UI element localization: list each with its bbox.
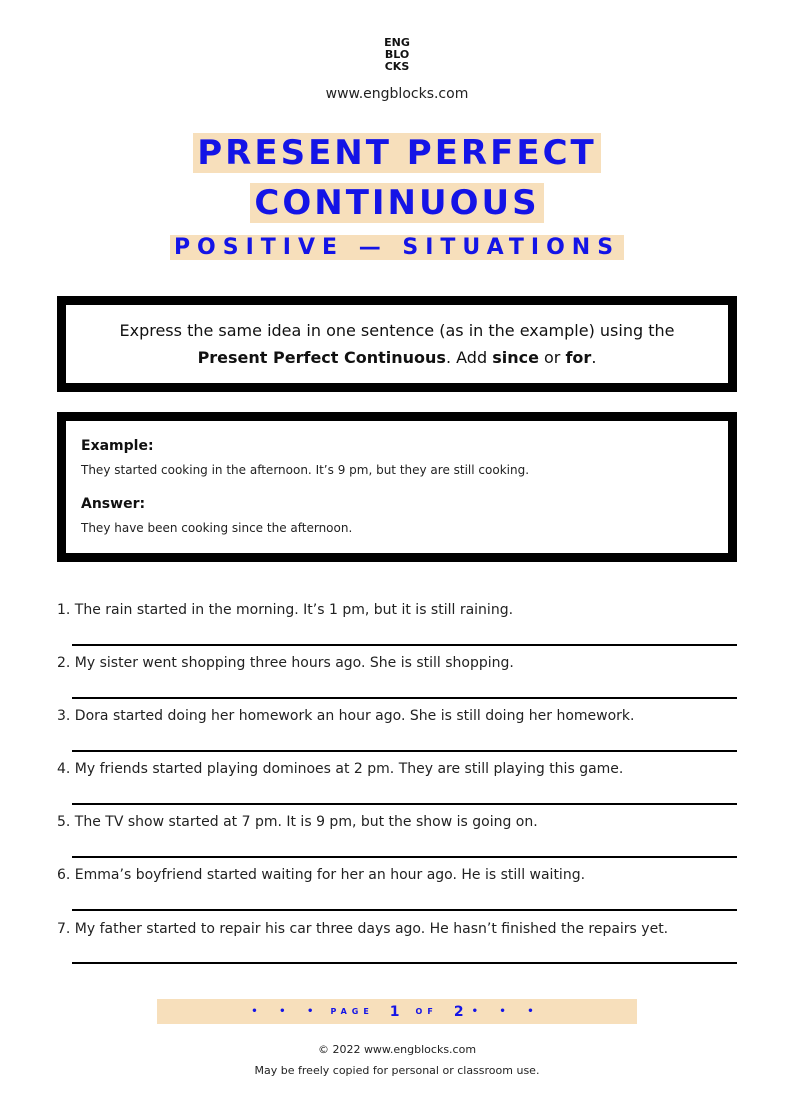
title-text-1: PRESENT PERFECT (193, 133, 600, 173)
page-indicator (157, 999, 637, 1024)
answer-line-1[interactable] (72, 644, 737, 646)
title-line-1 (0, 131, 794, 175)
question-5: 5. The TV show started at 7 pm. It is 9 pm, but the show is going on. (57, 814, 538, 830)
page-word: PAGE (330, 1007, 374, 1016)
of-word: OF (415, 1007, 438, 1016)
engblocks-logo (0, 37, 794, 73)
answer-line-3[interactable] (72, 750, 737, 752)
instructions-part-2: . Add (445, 348, 493, 367)
instructions-text (120, 317, 675, 371)
answer-text: They have been cooking since the afternoon. (81, 521, 353, 535)
answer-line-2[interactable] (72, 697, 737, 699)
subtitle (0, 233, 794, 263)
instructions-part-3: or (538, 348, 566, 367)
question-1: 1. The rain started in the morning. It’s 1 pm, but it is still raining. (57, 602, 514, 618)
question-7: 7. My father started to repair his car three days ago. He hasn’t finished the repairs yet. (57, 921, 669, 937)
instructions-bold-since: since (492, 348, 539, 367)
answer-line-4[interactable] (72, 803, 737, 805)
instructions-box (57, 296, 737, 392)
page-total: 2 (453, 1003, 464, 1020)
subtitle-text: POSITIVE — SITUATIONS (170, 235, 624, 260)
answer-line-5[interactable] (72, 856, 737, 858)
page-dots-right: • • • (471, 1006, 543, 1017)
page-dots-left: • • • (251, 1006, 323, 1017)
question-2: 2. My sister went shopping three hours ago. She is still shopping. (57, 655, 514, 671)
question-6: 6. Emma’s boyfriend started waiting for her an hour ago. He is still waiting. (57, 867, 586, 883)
title-text-2: CONTINUOUS (250, 183, 543, 223)
instructions-bold-tense: Present Perfect Continuous (197, 348, 446, 367)
answer-label: Answer: (81, 496, 146, 512)
instructions-part-4: . (591, 348, 597, 367)
copyright: © 2022 www.engblocks.com (317, 1043, 477, 1056)
question-3: 3. Dora started doing her homework an hour ago. She is still doing her homework. (57, 708, 635, 724)
logo-line-3: CKS (384, 60, 410, 73)
license-note: May be freely copied for personal or classroom use. (254, 1064, 540, 1077)
logo-line-2: BLO (384, 48, 410, 61)
example-text: They started cooking in the afternoon. It’s 9 pm, but they are still cooking. (81, 463, 530, 477)
page-current: 1 (389, 1003, 400, 1020)
example-label: Example: (81, 438, 154, 454)
logo-line-1: ENG (384, 36, 410, 49)
title-line-2 (0, 181, 794, 225)
question-4: 4. My friends started playing dominoes at 2 pm. They are still playing this game. (57, 761, 624, 777)
answer-line-6[interactable] (72, 909, 737, 911)
answer-line-7[interactable] (72, 962, 737, 964)
instructions-bold-for: for (565, 348, 592, 367)
example-box (57, 412, 737, 562)
site-url: www.engblocks.com (325, 86, 469, 102)
instructions-part-1: Express the same idea in one sentence (as in the example) using the (119, 321, 675, 340)
